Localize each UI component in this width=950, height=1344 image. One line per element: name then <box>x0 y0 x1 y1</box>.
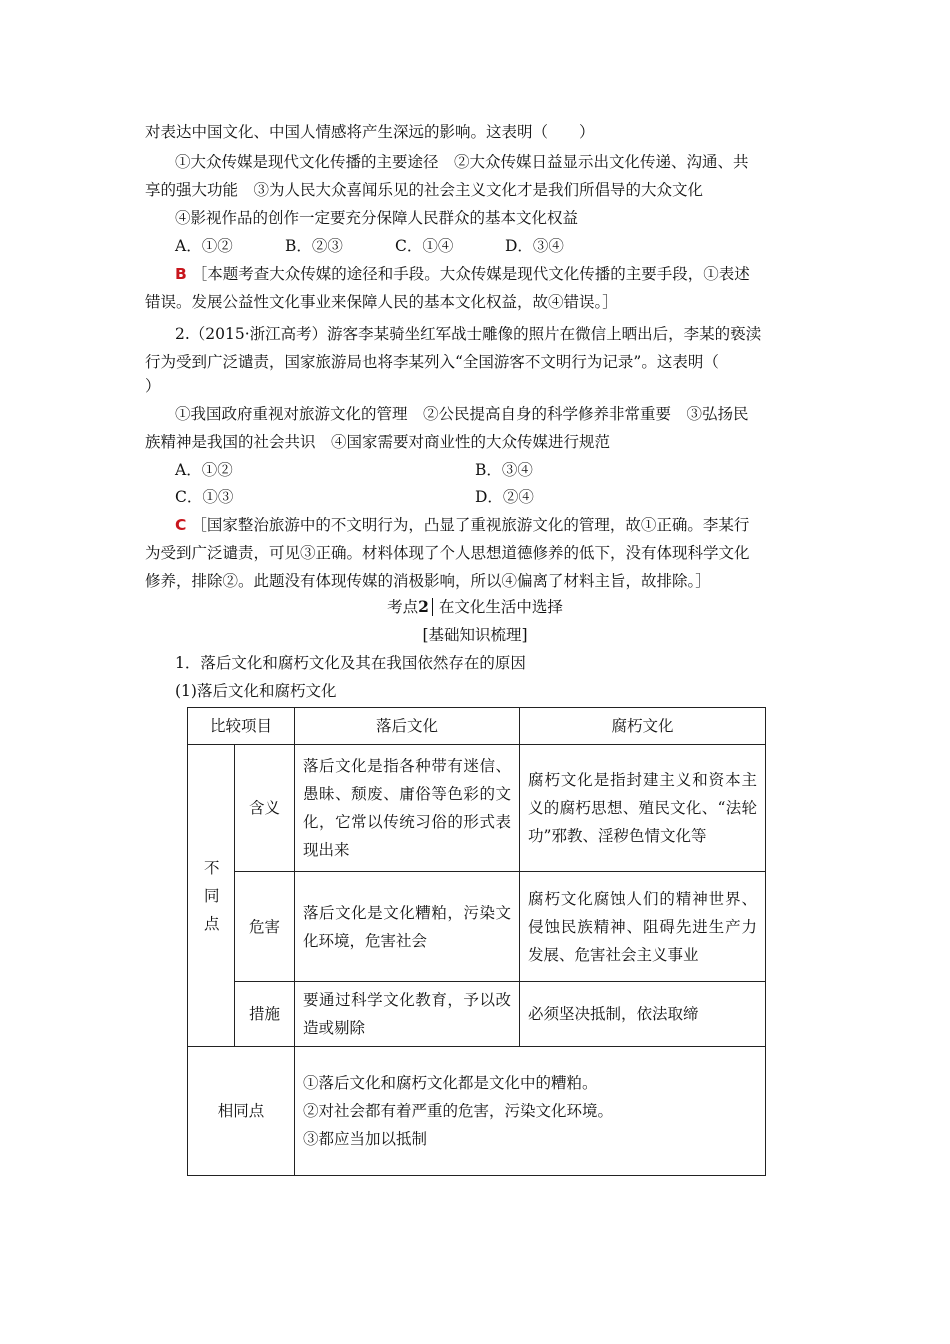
option-a: A．①② <box>175 237 233 255</box>
common-point: ③都应当加以抵制 <box>303 1130 428 1148</box>
explanation-text: ［本题考查大众传媒的途径和手段。大众传媒是现代文化传播的主要手段，①表述 <box>191 265 750 283</box>
q2-statements: 族精神是我国的社会共识 ④国家需要对商业性的大众传媒进行规范 <box>145 433 611 451</box>
q1-explanation: 错误。发展公益性文化事业来保障人民的基本文化权益，故④错误。］ <box>145 293 618 311</box>
common-point: ②对社会都有着严重的危害，污染文化环境。 <box>303 1102 614 1120</box>
option-c: C．①④ <box>395 237 454 255</box>
answer-letter: B <box>175 265 187 283</box>
q1-stem: 对表达中国文化、中国人情感将产生深远的影响。这表明（ ） <box>145 123 595 141</box>
section-title: 考点2 在文化生活中选择 <box>387 597 563 616</box>
q2-stem: 行为受到广泛谴责，国家旅游局也将李某列入“全国游客不文明行为记录”。这表明（ <box>145 353 719 371</box>
q1-statements: ①大众传媒是现代文化传播的主要途径 ②大众传媒日益显示出文化传递、沟通、共 <box>175 153 749 171</box>
row-label: 危害 <box>235 872 295 982</box>
header-compare-item: 比较项目 <box>188 708 295 745</box>
option-d: D．③④ <box>505 237 564 255</box>
q2-explanation: 为受到广泛谴责，可见③正确。材料体现了个人思想道德修养的低下，没有体现科学文化 <box>145 544 750 562</box>
option-b: B．②③ <box>285 237 343 255</box>
option-b: B．③④ <box>475 461 533 479</box>
group-label-differences: 不同点 <box>188 745 235 1047</box>
table-header-row <box>188 708 766 745</box>
section-subtitle: [基础知识梳理] <box>422 626 528 644</box>
row-label-common: 相同点 <box>188 1047 295 1176</box>
q2-explanation <box>175 515 749 535</box>
q2-options <box>175 460 533 480</box>
row-label: 措施 <box>235 982 295 1047</box>
header-decadent-culture: 腐朽文化 <box>520 708 766 745</box>
q2-stem: ） <box>145 377 161 395</box>
answer-letter: C <box>175 516 187 534</box>
cell-decadent: 腐朽文化腐蚀人们的精神世界、侵蚀民族精神、阻碍先进生产力发展、危害社会主义事业 <box>520 872 766 982</box>
cell-backward: 要通过科学文化教育，予以改造或剔除 <box>295 982 520 1047</box>
cell-backward: 落后文化是文化糟粕，污染文化环境，危害社会 <box>295 872 520 982</box>
q2-stem: 2.（2015·浙江高考）游客李某骑坐红军战士雕像的照片在微信上晒出后，李某的亵渎 <box>175 325 762 343</box>
cell-decadent: 腐朽文化是指封建主义和资本主义的腐朽思想、殖民文化、“法轮功”邪教、淫秽色情文化等 <box>520 745 766 872</box>
cell-backward: 落后文化是指各种带有迷信、愚昧、颓废、庸俗等色彩的文化，它常以传统习俗的形式表现出来 <box>295 745 520 872</box>
table-row <box>188 982 766 1047</box>
section-item-heading: 1．落后文化和腐朽文化及其在我国依然存在的原因 <box>175 654 526 672</box>
q1-explanation <box>175 264 750 284</box>
q2-options <box>175 487 534 507</box>
option-c: C．①③ <box>175 488 234 506</box>
option-a: A．①② <box>175 461 233 479</box>
comparison-table <box>187 707 766 1176</box>
option-d: D．②④ <box>475 488 534 506</box>
cell-common <box>295 1047 766 1176</box>
table-row <box>188 1047 766 1176</box>
q2-explanation: 修养，排除②。此题没有体现传媒的消极影响，所以④偏离了材料主旨，故排除。］ <box>145 572 711 590</box>
table-row <box>188 872 766 982</box>
row-label: 含义 <box>235 745 295 872</box>
common-point: ①落后文化和腐朽文化都是文化中的糟粕。 <box>303 1074 598 1092</box>
q1-statements: 享的强大功能 ③为人民大众喜闻乐见的社会主义文化才是我们所倡导的大众文化 <box>145 181 704 199</box>
cell-decadent: 必须坚决抵制，依法取缔 <box>520 982 766 1047</box>
q1-options <box>175 236 564 256</box>
explanation-text: ［国家整治旅游中的不文明行为，凸显了重视旅游文化的管理，故①正确。李某行 <box>191 516 750 534</box>
section-subitem-heading: (1)落后文化和腐朽文化 <box>175 682 337 700</box>
q2-statements: ①我国政府重视对旅游文化的管理 ②公民提高自身的科学修养非常重要 ③弘扬民 <box>175 405 749 423</box>
table-row <box>188 745 766 872</box>
q1-statements: ④影视作品的创作一定要充分保障人民群众的基本文化权益 <box>175 209 579 227</box>
header-backward-culture: 落后文化 <box>295 708 520 745</box>
